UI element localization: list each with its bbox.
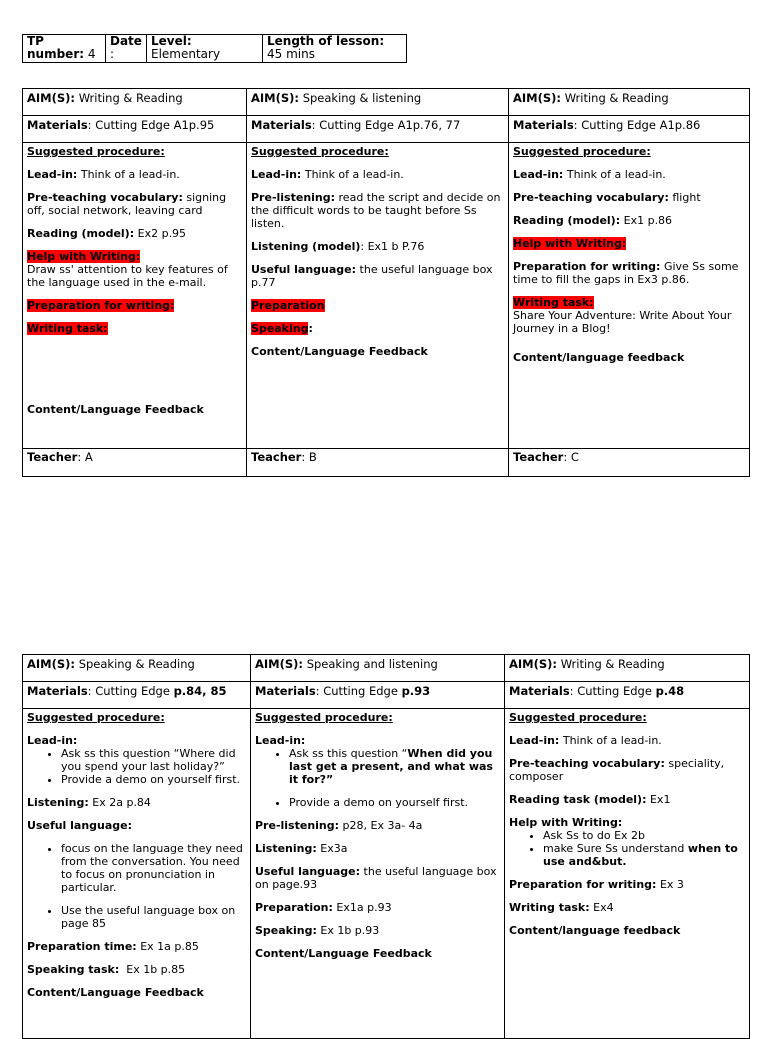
date-cell: Date : xyxy=(106,35,147,63)
help-writing-list-f xyxy=(509,829,745,868)
length-cell: Length of lesson: 45 mins xyxy=(263,35,407,63)
procedure-cell-d: Suggested procedure: Lead-in: • Ask ss this question “Where did you spend your last holiday?” • Provide a demo on yourself first. Listening: Ex 2a p.84 Useful language: • focus on the language they need from the conversation. You need to focus on pronunciation in particular. • Use the useful language box on page 85 Preparation time: Ex 1a p.85 Speaking task: Ex 1b p.85 Content/Language Feedback xyxy=(23,709,251,1039)
list-item: • make Sure Ss understand when to use and&but. xyxy=(543,842,745,868)
teacher-cell-b: Teacher: B xyxy=(247,449,509,477)
procedure-cell-b: Suggested procedure: Lead-in: Think of a lead-in. Pre-listening: read the script and decide on the difficult words to be taught before Ss listen. Listening (model): Ex1 b P.76 Useful language: the useful language box p.77 Preparation Speaking: Content/Language Feedback xyxy=(247,143,509,449)
procedure-cell-c: Suggested procedure: Lead-in: Think of a lead-in. Pre-teaching vocabulary: flight Reading (model): Ex1 p.86 Help with Writing: Preparation for writing: Give Ss some time to fill the gaps in Ex3 p.86. Writing task: Share Your Adventure: Write About Your Journey in a Blog! Content/language feedback xyxy=(509,143,750,449)
materials-cell-b: Materials: Cutting Edge A1p.76, 77 xyxy=(247,116,509,143)
teacher-cell-c: Teacher: C xyxy=(509,449,750,477)
list-item: • Ask ss this question “When did you last get a present, and what was it for?” xyxy=(289,747,500,786)
materials-cell-a: Materials: Cutting Edge A1p.95 xyxy=(23,116,247,143)
lesson-plan-table-1 xyxy=(22,88,750,477)
procedure-cell-e: Suggested procedure: Lead-in: • Ask ss this question “When did you last get a present, and what was it for?” • Provide a demo on yourself first. Pre-listening: p28, Ex 3a- 4a Listening: Ex3a Useful language: the useful language box on page.93 Preparation: Ex1a p.93 Speaking: Ex 1b p.93 Content/Language Feedback xyxy=(251,709,505,1039)
aim-cell-a: AIM(S): Writing & Reading xyxy=(23,89,247,116)
list-item: • Ask ss this question “Where did you spend your last holiday?” xyxy=(61,747,246,773)
materials-cell-e: Materials: Cutting Edge p.93 xyxy=(251,682,505,709)
useful-language-list-d xyxy=(27,842,246,894)
level-cell: Level: Elementary xyxy=(147,35,263,63)
list-item: • Ask Ss to do Ex 2b xyxy=(543,829,745,842)
teacher-cell-a: Teacher: A xyxy=(23,449,247,477)
list-item: • Use the useful language box on page 85 xyxy=(61,904,246,930)
list-item: • Provide a demo on yourself first. xyxy=(289,796,500,809)
procedure-cell-f: Suggested procedure: Lead-in: Think of a lead-in. Pre-teaching vocabulary: speciality, composer Reading task (model): Ex1 Help with Writing: • Ask Ss to do Ex 2b • make Sure Ss understand when to use and&but. Preparation for writing: Ex 3 Writing task: Ex4 Content/language feedback xyxy=(505,709,750,1039)
aim-cell-b: AIM(S): Speaking & listening xyxy=(247,89,509,116)
lesson-header-table xyxy=(22,34,407,63)
aim-cell-c: AIM(S): Writing & Reading xyxy=(509,89,750,116)
list-item: • Provide a demo on yourself first. xyxy=(61,773,246,786)
aim-cell-d: AIM(S): Speaking & Reading xyxy=(23,655,251,682)
list-item: • focus on the language they need from the conversation. You need to focus on pronunciation in particular. xyxy=(61,842,246,894)
materials-cell-f: Materials: Cutting Edge p.48 xyxy=(505,682,750,709)
lesson-plan-table-2 xyxy=(22,654,750,1039)
materials-cell-d: Materials: Cutting Edge p.84, 85 xyxy=(23,682,251,709)
tp-number-cell: TP number: 4 xyxy=(23,35,106,63)
lead-in-list-e xyxy=(255,747,500,786)
lead-in-list-d xyxy=(27,747,246,786)
procedure-cell-a: Suggested procedure: Lead-in: Think of a lead-in. Pre-teaching vocabulary: signing off, social network, leaving card Reading (model): Ex2 p.95 Help with Writing: Draw ss' attention to key features of the language used in the e-mail. Preparation for writing: Writing task: Content/Language Feedback xyxy=(23,143,247,449)
materials-cell-c: Materials: Cutting Edge A1p.86 xyxy=(509,116,750,143)
aim-cell-e: AIM(S): Speaking and listening xyxy=(251,655,505,682)
aim-cell-f: AIM(S): Writing & Reading xyxy=(505,655,750,682)
